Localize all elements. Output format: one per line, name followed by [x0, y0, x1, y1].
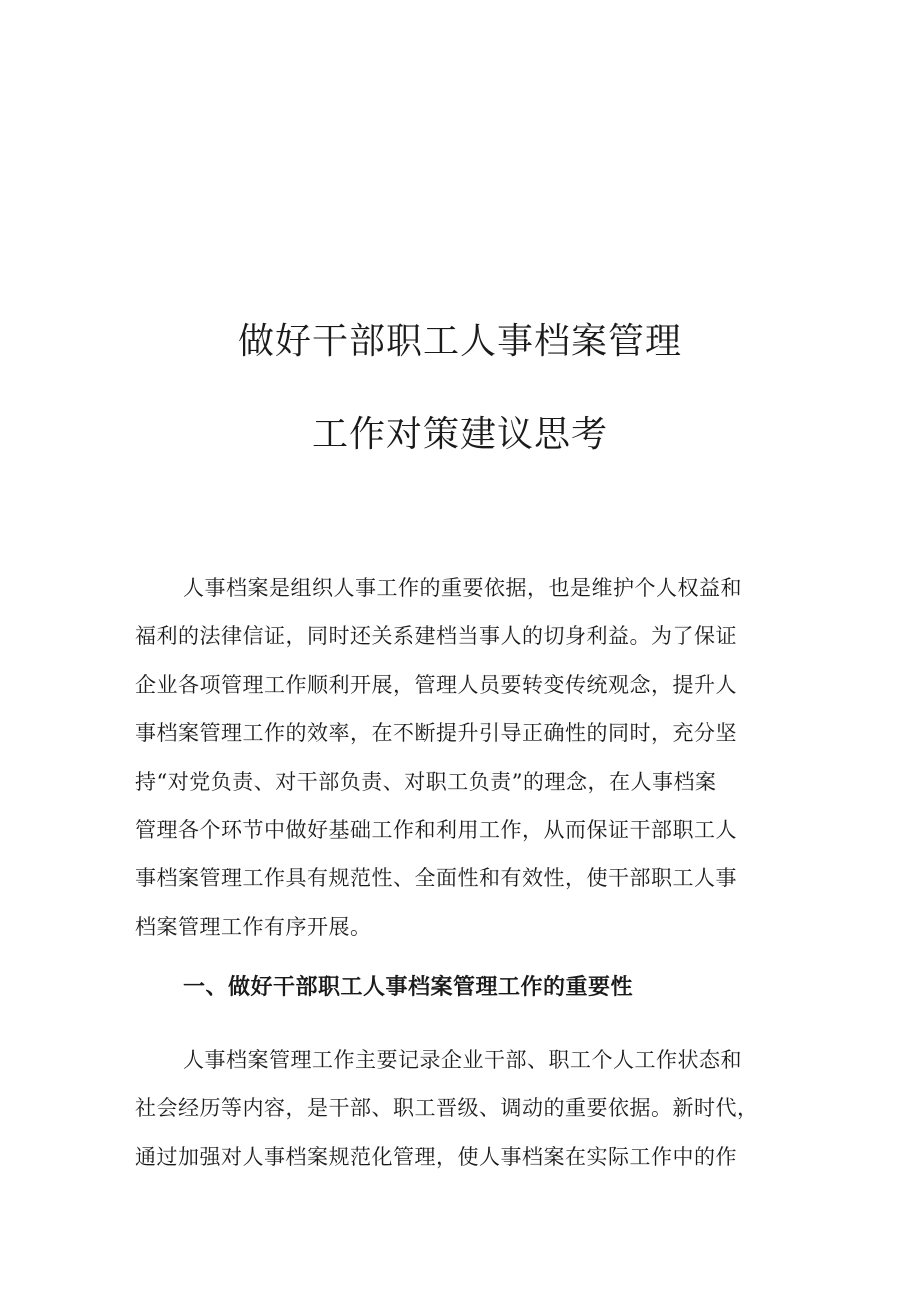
paragraph-line: 档案管理工作有序开展。 — [135, 914, 372, 939]
paragraph-intro — [135, 564, 795, 951]
paragraph-section-1 — [135, 1036, 795, 1181]
section-heading-1: 一、做好干部职工人事档案管理工作的重要性 — [183, 975, 634, 1000]
paragraph-line: 管理各个环节中做好基础工作和利用工作，从而保证干部职工人 — [135, 817, 737, 842]
paragraph-line: 持“对党负责、对干部负责、对职工负责”的理念，在人事档案 — [135, 769, 717, 794]
paragraph-line: 人事档案管理工作主要记录企业干部、职工个人工作状态和 — [183, 1048, 742, 1072]
paragraph-line: 福利的法律信证，同时还关系建档当事人的切身利益。为了保证 — [135, 624, 737, 649]
document-title-line-1: 做好干部职工人事档案管理 — [237, 321, 682, 362]
paragraph-line: 社会经历等内容，是干部、职工晋级、调动的重要依据。新时代， — [135, 1096, 759, 1121]
paragraph-line: 事档案管理工作的效率，在不断提升引导正确性的同时，充分坚 — [135, 721, 737, 746]
paragraph-line: 人事档案是组织人事工作的重要依据，也是维护个人权益和 — [183, 576, 742, 600]
document-title-line-2: 工作对策建议思考 — [311, 414, 608, 455]
paragraph-line: 通过加强对人事档案规范化管理，使人事档案在实际工作中的作 — [135, 1144, 737, 1169]
paragraph-line: 企业各项管理工作顺利开展，管理人员要转变传统观念，提升人 — [135, 672, 737, 697]
paragraph-line: 事档案管理工作具有规范性、全面性和有效性，使干部职工人事 — [135, 866, 737, 891]
